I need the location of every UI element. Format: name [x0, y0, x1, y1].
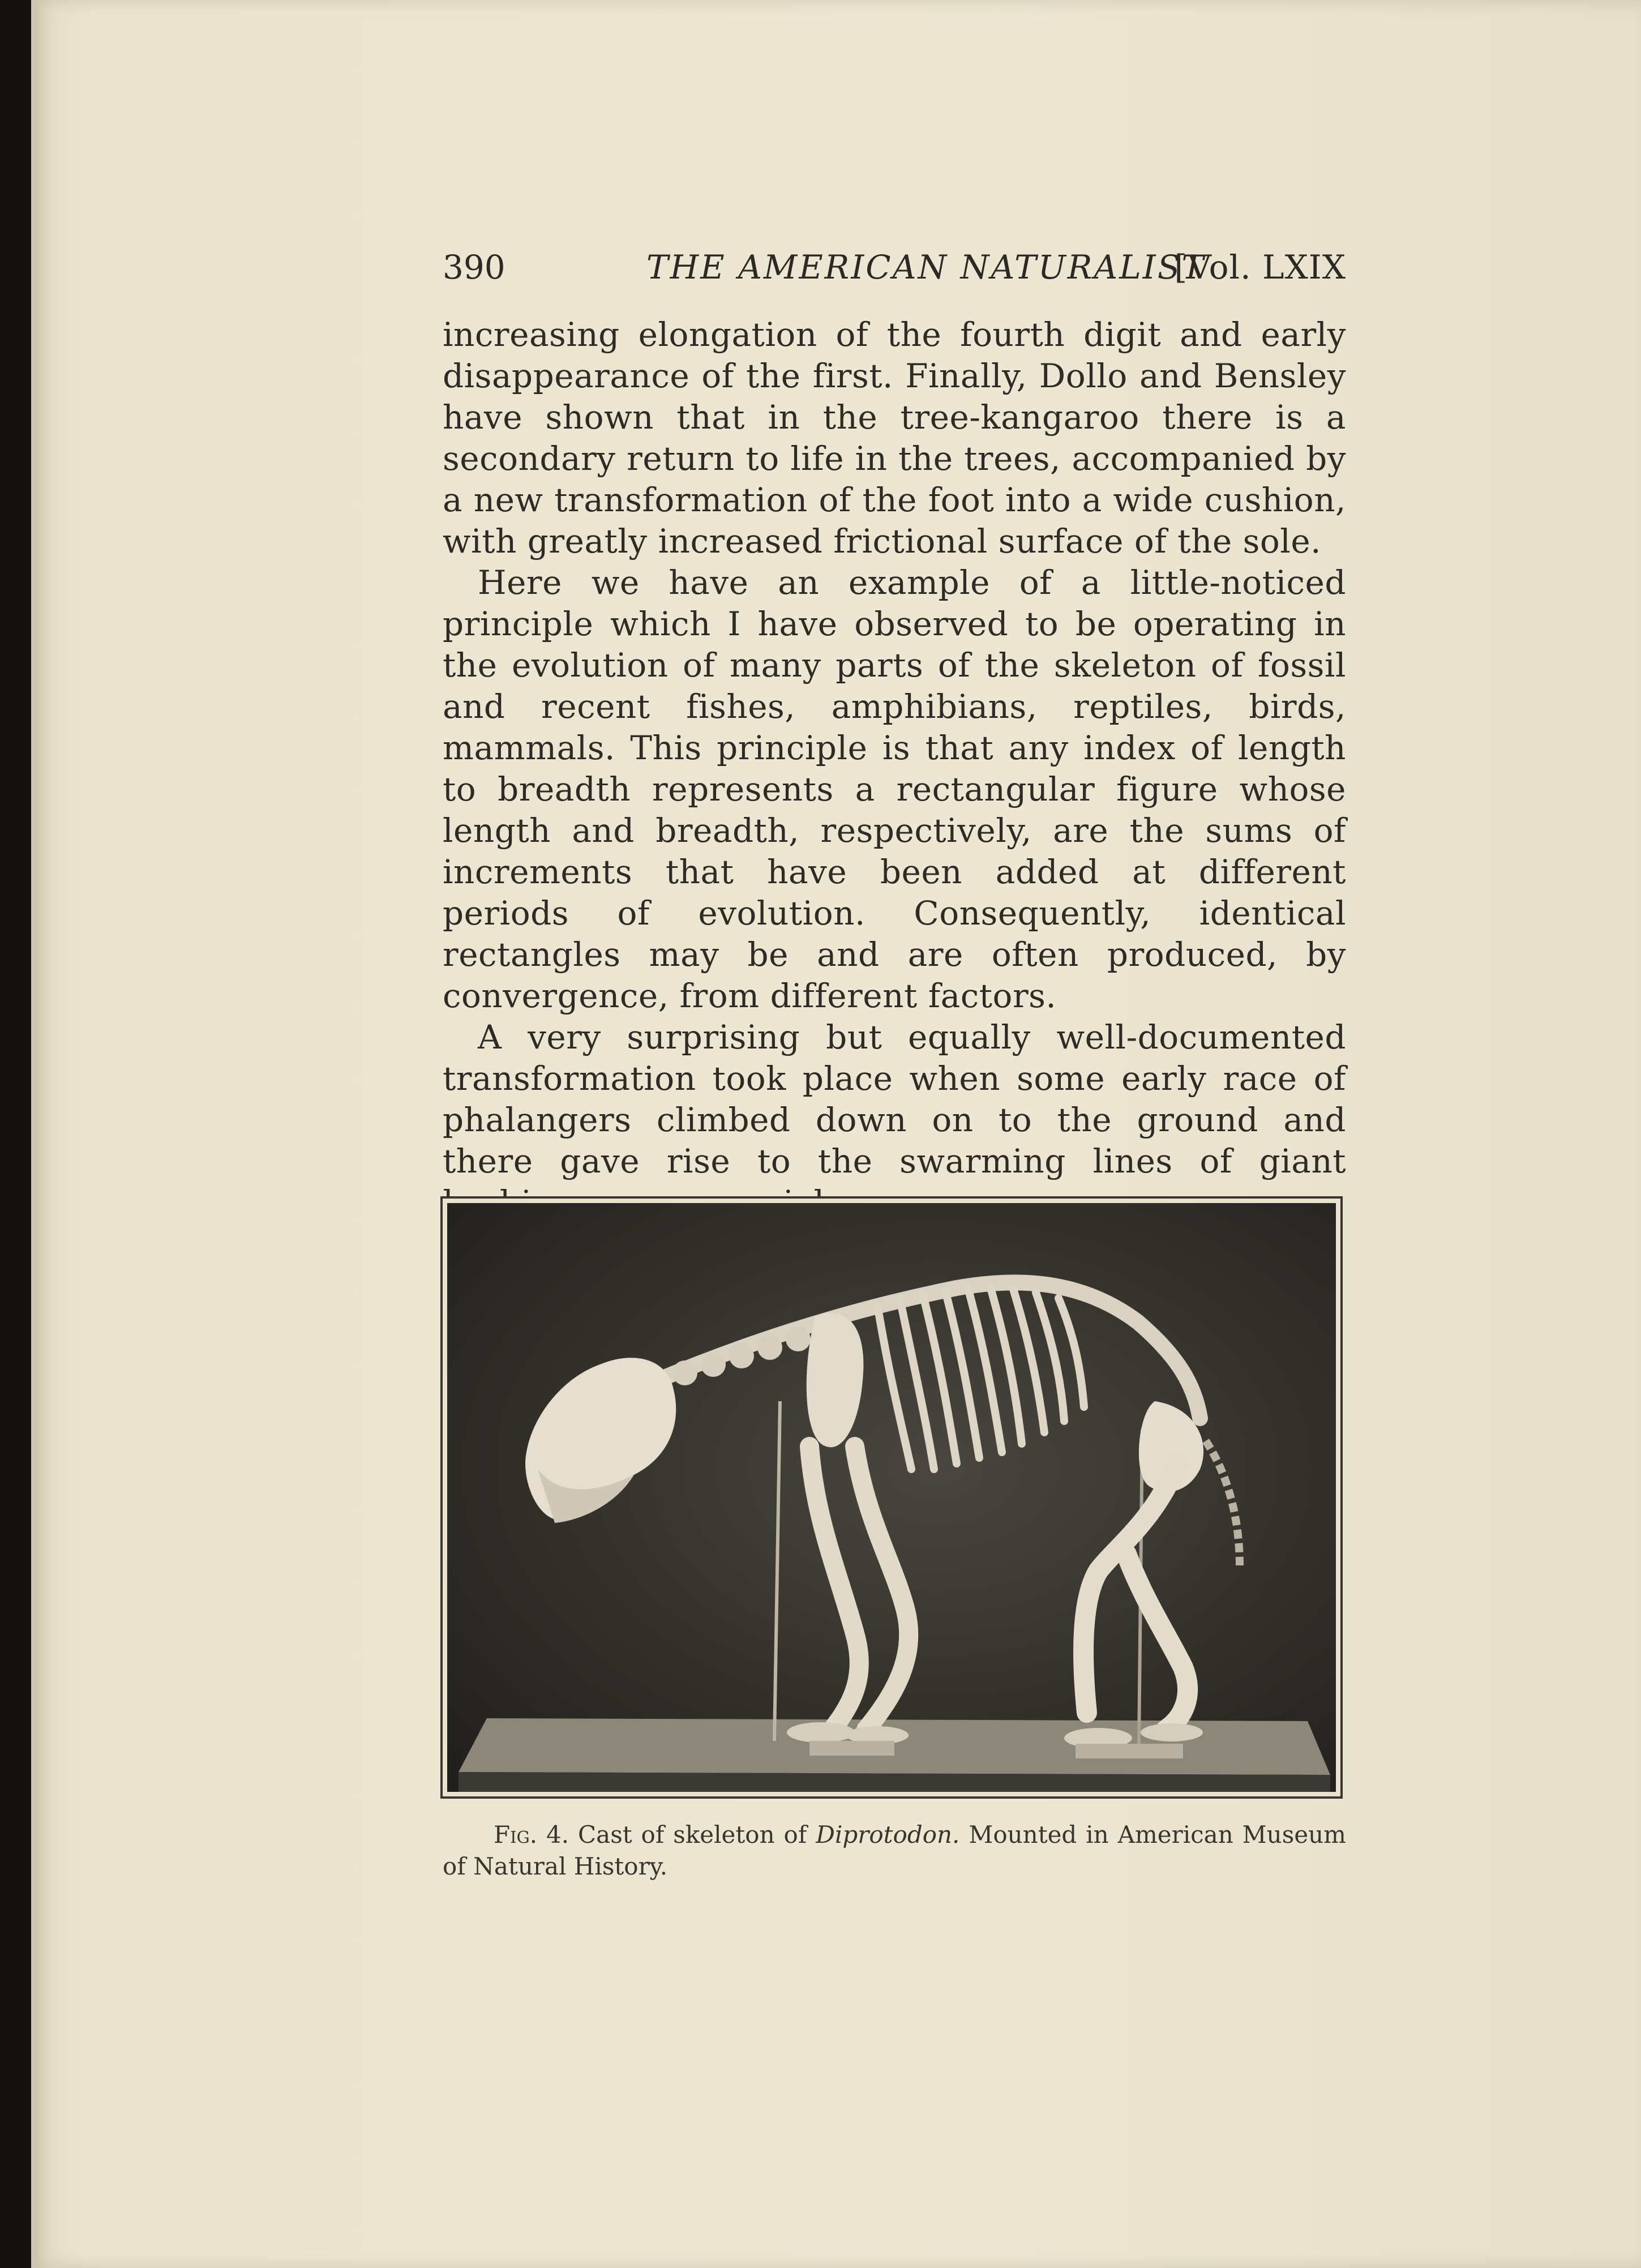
paragraph: A very surprising but equally well-documented transformation took place when some early race of phalangers climbed down on to the ground and there gave rise to the swarming lines of giant — [443, 1018, 1346, 1180]
caption-text-end: Mounted in American Museum of Natural History. — [443, 1821, 1346, 1880]
journal-title: THE AMERICAN NATURALIST — [646, 248, 1206, 286]
body-text — [443, 314, 1346, 1223]
figure-caption — [443, 1819, 1346, 1882]
caption-text: Cast of skeleton of — [578, 1821, 807, 1848]
running-header — [443, 245, 1346, 290]
volume-label: [Vol. LXIX — [1174, 248, 1346, 286]
paragraph: increasing elongation of the fourth digit and early disappearance of the first. Finally, Dollo and Bensley have shown that in the tree-kangaroo there is a secondary return to life in the trees, accompanied by a new transformation of the foot into a wide cushion, with greatly increased frictional surface of the sole. — [443, 315, 1346, 560]
skeleton-photo — [447, 1203, 1336, 1792]
figure-label: Fig. 4. — [494, 1821, 569, 1848]
caption-genus: Diprotodon. — [816, 1821, 960, 1848]
figure-photograph — [440, 1196, 1343, 1799]
page-number: 390 — [443, 248, 505, 286]
paragraph: Here we have an example of a little-noticed principle which I have observed to be operating in the evolution of many parts of the skeleton of fossil and recent fishes, amphibians, reptiles, birds, mammals. This principle is that any index of length to breadth represents a rectangular figure whose length and breadth, respectively, are the sums of increments that have been added at different periods of evolution. Consequently, identical rectangles may be and are often produced, by convergence, from different factors. — [443, 563, 1346, 1015]
page-edge — [31, 0, 38, 2268]
